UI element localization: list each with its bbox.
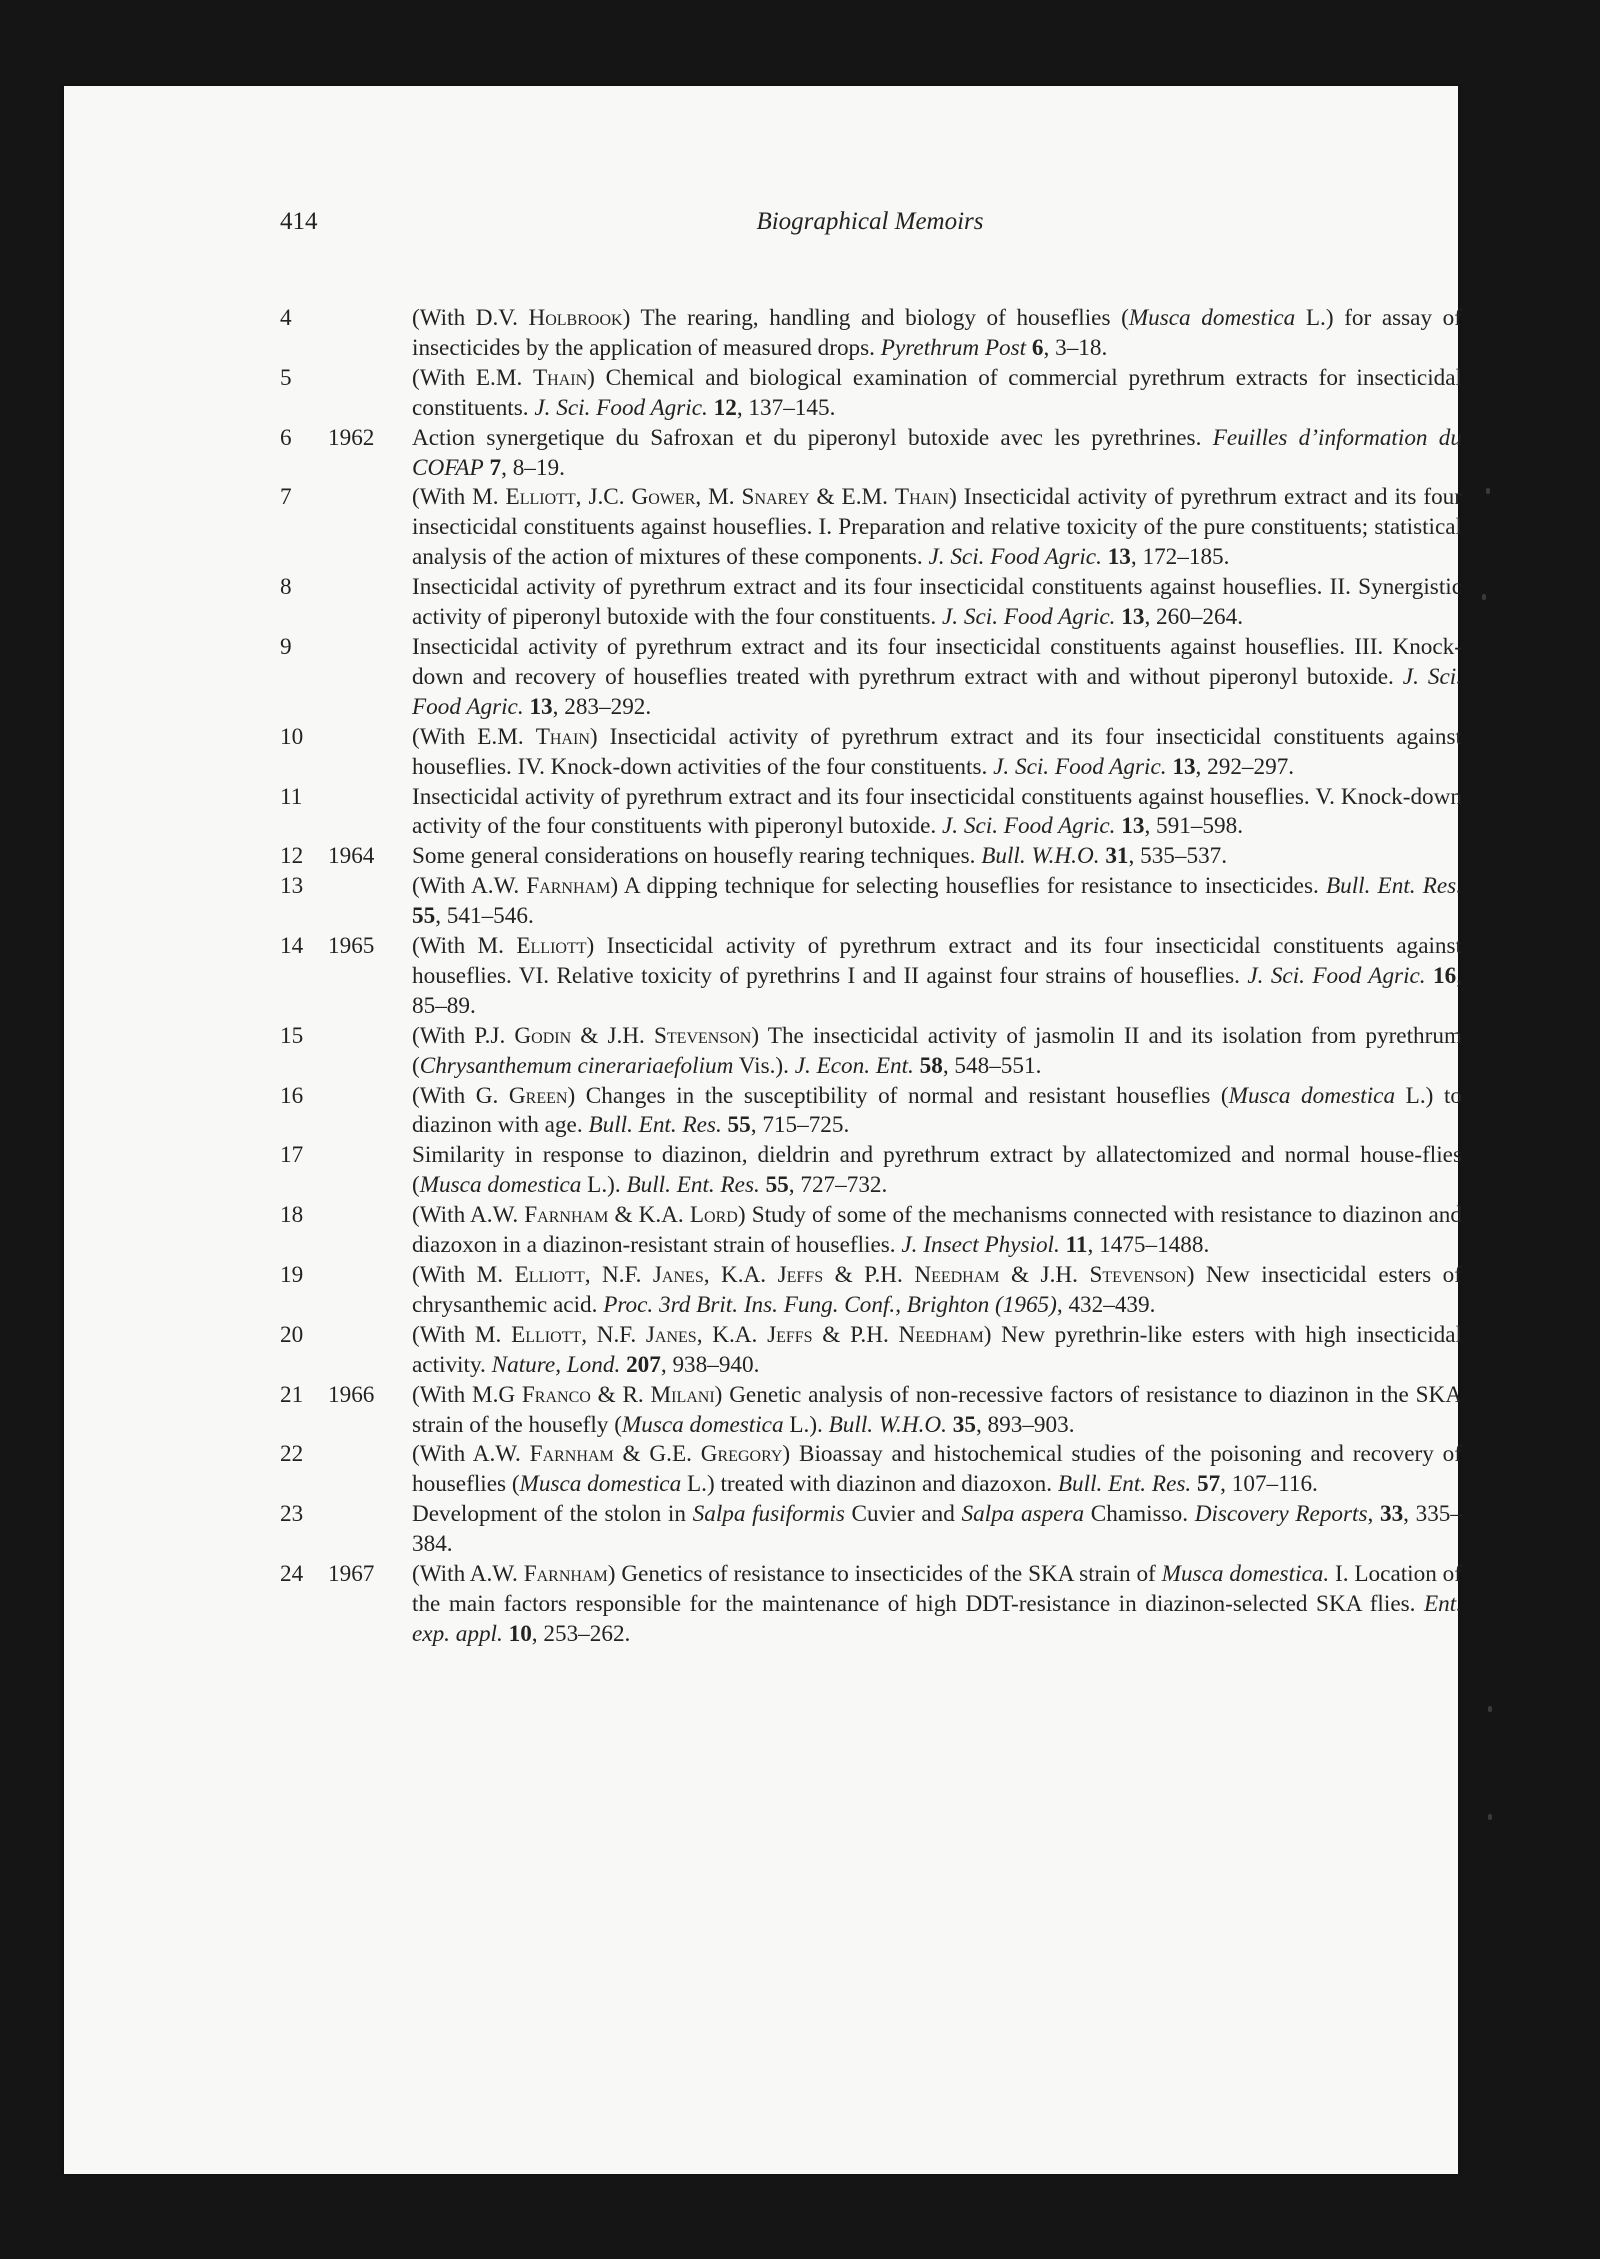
page-header — [280, 208, 1460, 244]
reference-year — [328, 1201, 412, 1261]
reference-year — [328, 364, 412, 424]
reference-segment: Janes — [645, 1321, 697, 1348]
reference-year: 1965 — [328, 933, 375, 960]
reference-segment: , — [1367, 1501, 1380, 1528]
reference-year — [328, 304, 412, 364]
reference-number: 7 — [280, 484, 292, 511]
reference-segment: 13 — [1172, 753, 1196, 780]
reference-segment: (With G. — [412, 1082, 509, 1109]
reference-segment: ) Genetics of resistance to insecticides of the SKA strain of — [607, 1561, 1162, 1588]
reference-text — [412, 1261, 1462, 1321]
reference-number: 24 — [280, 1561, 304, 1588]
reference-text — [412, 633, 1462, 723]
reference-text — [412, 1141, 1462, 1201]
reference-segment: , 591–598. — [1144, 813, 1243, 840]
reference-segment: Bull. W.H.O. — [981, 843, 1100, 870]
reference-segment: Gower — [631, 484, 696, 511]
reference-segment: & P.H. — [812, 1321, 899, 1348]
reference-text — [412, 1082, 1462, 1142]
reference-segment: , 727–732. — [788, 1172, 888, 1199]
reference-segment: Franco — [521, 1381, 591, 1408]
reference-segment: J. Sci. Food Agric. — [993, 753, 1167, 780]
reference-segment: 6 — [1031, 334, 1044, 361]
reference-entry — [280, 1381, 1462, 1441]
reference-segment: 16 — [1433, 962, 1457, 989]
reference-segment: Holbrook — [528, 305, 623, 331]
reference-segment: Musca domestica — [519, 1471, 682, 1498]
reference-entry — [280, 723, 1462, 783]
reference-number: 16 — [280, 1082, 304, 1109]
reference-segment: Development of the stolon in — [412, 1501, 693, 1528]
reference-year — [328, 1022, 412, 1082]
reference-segment: Godin — [514, 1022, 572, 1049]
reference-segment: Insecticidal activity of pyrethrum extract and its four insecticidal constituents against houseflies. III. Knock-down and recovery of houseflies treated with pyrethrum extract with and without piperonyl butoxide. — [412, 633, 1462, 690]
reference-text — [412, 304, 1462, 364]
reference-entry — [280, 364, 1462, 424]
reference-segment: Bull. Ent. Res. — [1325, 873, 1462, 900]
reference-segment: Proc. 3rd Brit. Ins. Fung. Conf., Brighton (1965) — [603, 1291, 1057, 1318]
reference-list — [280, 304, 1462, 1650]
margin-mark — [1488, 1814, 1492, 1820]
reference-segment: Thain — [533, 364, 588, 391]
reference-segment: (With E.M. — [412, 723, 536, 750]
reference-segment: J. Sci. Food Agric. — [928, 544, 1102, 571]
reference-entry — [280, 633, 1462, 723]
margin-mark — [1482, 594, 1486, 600]
reference-segment: Feuilles d’information du COFAP — [412, 424, 1462, 481]
reference-segment: ) The rearing, handling and biology of houseflies ( — [622, 305, 1129, 331]
reference-segment: (With A.W. — [412, 1202, 525, 1229]
reference-segment: Thain — [535, 723, 590, 750]
reference-segment: J. Sci. Food Agric. — [1247, 962, 1426, 989]
reference-text — [412, 1022, 1462, 1082]
reference-entry — [280, 842, 1462, 872]
reference-segment: & K.A. — [608, 1202, 690, 1229]
reference-number: 11 — [280, 783, 303, 810]
reference-segment: , 85–89. — [412, 962, 1462, 1019]
reference-segment: Chrysanthemum cinerariaefolium — [419, 1052, 734, 1079]
reference-segment: , 432–439. — [1056, 1291, 1156, 1318]
reference-text — [412, 1321, 1462, 1381]
reference-segment: , M. — [695, 484, 742, 511]
reference-segment: Musca domestica — [1228, 1082, 1396, 1109]
reference-text — [412, 1201, 1462, 1261]
reference-segment: , 335–384. — [412, 1501, 1462, 1558]
reference-segment: L.) for assay of insecticides by the application of measured drops. — [412, 305, 1462, 361]
reference-entry — [280, 1321, 1462, 1381]
reference-number: 6 — [280, 424, 292, 451]
reference-segment: , 938–940. — [660, 1351, 760, 1378]
reference-segment — [1426, 963, 1433, 989]
reference-entry — [280, 483, 1462, 573]
reference-text — [412, 364, 1462, 424]
reference-year — [328, 723, 412, 783]
reference-segment: Gregory — [700, 1441, 783, 1468]
reference-segment: Bull. Ent. Res. — [626, 1172, 760, 1199]
reference-segment: , 535–537. — [1128, 843, 1228, 870]
reference-segment: 207 — [626, 1351, 661, 1378]
reference-segment: L.) to diazinon with age. — [412, 1082, 1463, 1139]
reference-segment: Insecticidal activity of pyrethrum extract and its four insecticidal constituents against houseflies. II. Synergistic activity of piperonyl butoxide with the four constituents. — [412, 574, 1462, 631]
reference-entry — [280, 1560, 1462, 1650]
reference-segment: J. Econ. Ent. — [794, 1052, 914, 1079]
reference-segment: (With A.W. — [412, 873, 527, 900]
reference-segment: ) A dipping technique for selecting houseflies for resistance to insecticides. — [610, 873, 1326, 900]
reference-segment: (With M. — [412, 933, 517, 960]
reference-entry — [280, 932, 1462, 1022]
reference-year — [328, 783, 412, 843]
reference-segment: (With M.G — [412, 1381, 522, 1408]
reference-segment: Musca domestica — [419, 1172, 582, 1199]
reference-segment: , 1475–1488. — [1087, 1232, 1210, 1259]
reference-segment: , 137–145. — [736, 394, 836, 421]
reference-segment: , N.F. — [584, 1262, 653, 1288]
reference-year — [328, 483, 412, 573]
running-title: Biographical Memoirs — [756, 208, 984, 235]
reference-segment: ) Bioassay and histochemical studies of the poisoning and recovery of houseflies ( — [412, 1441, 1462, 1498]
reference-entry — [280, 783, 1462, 843]
reference-segment: Jeffs — [767, 1321, 813, 1348]
reference-segment: 55 — [765, 1172, 789, 1199]
reference-segment: (With M. — [412, 1262, 515, 1288]
reference-segment: (With P.J. — [412, 1022, 515, 1049]
reference-segment: 31 — [1105, 843, 1129, 870]
reference-segment: Nature, Lond. — [491, 1351, 621, 1378]
reference-segment: , 172–185. — [1130, 544, 1230, 571]
reference-text — [412, 1440, 1462, 1500]
reference-segment: J. Sci. Food Agric. — [412, 663, 1462, 720]
reference-number: 9 — [280, 633, 292, 660]
reference-segment: Ent. exp. appl. — [412, 1590, 1462, 1647]
reference-number: 17 — [280, 1142, 304, 1169]
reference-segment: , 548–551. — [942, 1052, 1042, 1079]
reference-entry — [280, 872, 1462, 932]
reference-entry — [280, 1141, 1462, 1201]
reference-segment: 55 — [727, 1112, 751, 1139]
reference-segment: Snarey — [741, 484, 810, 511]
reference-year — [328, 872, 412, 932]
reference-segment: Salpa aspera — [961, 1501, 1085, 1528]
reference-segment: ) Study of some of the mechanisms connected with resistance to diazinon and diazoxon in a diazinon-resistant strain of houseflies. — [412, 1202, 1462, 1259]
reference-segment: Some general considerations on housefly rearing techniques. — [412, 843, 982, 870]
reference-segment: I. Location of the main factors responsible for the maintenance of high DDT-resistance in diazinon-selected SKA flies. — [412, 1561, 1462, 1617]
reference-segment: Lord — [689, 1202, 738, 1229]
reference-number: 19 — [280, 1262, 304, 1288]
reference-entry — [280, 424, 1462, 484]
reference-text — [412, 424, 1462, 484]
reference-segment: J. Sci. Food Agric. — [942, 604, 1116, 631]
reference-segment: Insecticidal activity of pyrethrum extract and its four insecticidal constituents against houseflies. V. Knock-down activity of the four constituents with piperonyl butoxide. — [412, 783, 1462, 840]
reference-segment: 13 — [529, 693, 553, 720]
reference-segment: Jeffs — [777, 1262, 824, 1288]
reference-segment: Vis.). — [733, 1052, 795, 1079]
reference-text — [412, 573, 1462, 633]
reference-segment: Bull. W.H.O. — [828, 1411, 947, 1438]
reference-segment: Stevenson — [1089, 1262, 1187, 1288]
reference-number: 20 — [280, 1321, 304, 1348]
reference-year: 1966 — [328, 1381, 375, 1408]
reference-segment: Farnham — [529, 1441, 614, 1468]
reference-text — [412, 872, 1462, 932]
reference-segment: (With A.W. — [412, 1561, 524, 1588]
reference-segment: , 292–297. — [1195, 753, 1295, 780]
reference-segment: Bull. Ent. Res. — [1057, 1471, 1192, 1498]
reference-segment: 58 — [919, 1052, 943, 1079]
reference-segment: Bull. Ent. Res. — [588, 1112, 722, 1139]
reference-text — [412, 723, 1462, 783]
reference-segment: , 3–18. — [1043, 334, 1108, 361]
reference-entry — [280, 304, 1462, 364]
reference-segment: 10 — [508, 1620, 532, 1647]
reference-text — [412, 1381, 1462, 1441]
reference-segment: Musca domestica. — [1161, 1561, 1330, 1588]
page-number: 414 — [280, 208, 318, 235]
reference-year — [328, 573, 412, 633]
reference-segment: (With E.M. — [412, 364, 534, 391]
reference-segment: Elliott — [511, 1321, 582, 1348]
reference-segment: & R. — [590, 1381, 651, 1408]
reference-year — [328, 1141, 412, 1201]
reference-text — [412, 1500, 1462, 1560]
reference-segment: L.). — [783, 1411, 829, 1438]
reference-segment: (With M. — [412, 484, 506, 511]
reference-number: 4 — [280, 305, 292, 331]
reference-segment: , 260–264. — [1144, 604, 1243, 631]
reference-entry — [280, 1261, 1462, 1321]
reference-segment: (With M. — [412, 1321, 512, 1348]
reference-segment: Chamisso. — [1084, 1501, 1195, 1528]
reference-number: 12 — [280, 843, 304, 870]
reference-segment: (With D.V. — [412, 305, 529, 331]
reference-segment: ) Insecticidal activity of pyrethrum extract and its four insecticidal constituents against houseflies. IV. Knock-down activities of the four constituents. — [412, 723, 1462, 780]
reference-segment: Action synergetique du Safroxan et du piperonyl butoxide avec les pyrethrines. — [412, 424, 1213, 451]
reference-segment: & G.E. — [613, 1441, 701, 1468]
reference-segment: , K.A. — [696, 1321, 768, 1348]
reference-segment: Musca domestica — [1128, 305, 1296, 331]
reference-segment: , K.A. — [703, 1262, 778, 1288]
reference-number: 8 — [280, 574, 292, 601]
reference-segment: Needham — [898, 1321, 984, 1348]
reference-entry — [280, 1500, 1462, 1560]
reference-entry — [280, 1022, 1462, 1082]
reference-segment: ) Genetic analysis of non-recessive factors of resistance to diazinon in the SKA strain of the housefly ( — [412, 1381, 1462, 1438]
reference-entry — [280, 1201, 1462, 1261]
reference-segment: ) Changes in the susceptibility of normal and resistant houseflies ( — [567, 1082, 1229, 1109]
reference-segment: J. Sci. Food Agric. — [942, 813, 1116, 840]
reference-segment: Farnham — [524, 1202, 609, 1229]
reference-segment: Salpa fusiformis — [692, 1501, 845, 1528]
reference-segment: , 715–725. — [750, 1112, 850, 1139]
reference-segment: Thain — [894, 484, 950, 511]
reference-segment: L.). — [581, 1172, 627, 1199]
reference-segment: Stevenson — [654, 1022, 752, 1049]
reference-number: 21 — [280, 1381, 304, 1408]
reference-segment: Pyrethrum Post — [880, 334, 1027, 361]
reference-segment: Milani — [650, 1381, 715, 1408]
reference-text — [412, 783, 1462, 843]
reference-text — [412, 842, 1462, 872]
reference-segment: Elliott — [514, 1262, 585, 1288]
reference-number: 5 — [280, 364, 292, 391]
reference-segment: , 893–903. — [975, 1411, 1075, 1438]
reference-segment: , J.C. — [575, 484, 632, 511]
reference-segment: 12 — [713, 394, 737, 421]
reference-year: 1964 — [328, 843, 375, 870]
margin-mark — [1486, 488, 1490, 494]
reference-segment: & J.H. — [999, 1262, 1090, 1288]
reference-segment: ) Insecticidal activity of pyrethrum extract and its four insecticidal constituents against houseflies. I. Preparation and relative toxicity of the pure constituents; statistical analysis of the action of mixtures of these components. — [412, 484, 1462, 571]
reference-segment: 57 — [1196, 1471, 1221, 1498]
reference-number: 10 — [280, 723, 304, 750]
reference-segment: , 253–262. — [531, 1620, 631, 1647]
reference-segment: Similarity in response to diazinon, dieldrin and pyrethrum extract by allatectomized and normal house-flies ( — [412, 1142, 1462, 1199]
reference-segment: 33 — [1379, 1501, 1404, 1528]
reference-segment: 13 — [1121, 604, 1145, 631]
reference-number: 22 — [280, 1441, 304, 1468]
document-page — [64, 86, 1463, 2174]
reference-segment: ) New insecticidal esters of chrysanthemic acid. — [412, 1262, 1462, 1318]
reference-segment: , 8–19. — [501, 454, 565, 481]
reference-segment: , 541–546. — [435, 903, 534, 930]
reference-entry — [280, 573, 1462, 633]
reference-segment: , N.F. — [581, 1321, 646, 1348]
reference-segment: 13 — [1121, 813, 1145, 840]
reference-entry — [280, 1082, 1462, 1142]
reference-segment: 11 — [1065, 1232, 1088, 1259]
reference-segment: Elliott — [505, 484, 576, 511]
reference-segment: 55 — [412, 903, 436, 930]
margin-mark — [1488, 1706, 1492, 1712]
reference-number: 13 — [280, 873, 304, 900]
reference-segment: (With A.W. — [412, 1441, 530, 1468]
reference-year — [328, 1321, 412, 1381]
reference-number: 14 — [280, 933, 304, 960]
reference-segment: Janes — [652, 1262, 704, 1288]
reference-year — [328, 1440, 412, 1500]
reference-segment: Musca domestica — [621, 1411, 784, 1438]
reference-segment: ) New pyrethrin-like esters with high insecticidal activity. — [412, 1321, 1462, 1378]
reference-text — [412, 932, 1462, 1022]
reference-segment: ) Insecticidal activity of pyrethrum extract and its four insecticidal constituents against houseflies. VI. Relative toxicity of pyrethrins I and II against four strains of houseflies. — [412, 933, 1462, 989]
reference-segment: Cuvier and — [844, 1501, 962, 1528]
reference-year — [328, 1261, 412, 1321]
reference-segment: Farnham — [523, 1561, 608, 1588]
reference-text — [412, 1560, 1462, 1650]
reference-entry — [280, 1440, 1462, 1500]
reference-segment: Farnham — [526, 873, 611, 900]
reference-segment: J. Insect Physiol. — [901, 1232, 1060, 1259]
reference-number: 23 — [280, 1501, 304, 1528]
reference-segment: , 283–292. — [552, 693, 652, 720]
reference-number: 15 — [280, 1022, 304, 1049]
reference-segment: J. Sci. Food Agric. — [534, 394, 708, 421]
reference-segment: L.) treated with diazinon and diazoxon. — [681, 1471, 1058, 1498]
reference-segment: Discovery Reports — [1194, 1501, 1368, 1528]
reference-segment: 7 — [489, 454, 502, 481]
reference-year — [328, 633, 412, 723]
reference-segment: Needham — [914, 1262, 1000, 1288]
reference-year — [328, 1500, 412, 1560]
reference-text — [412, 483, 1462, 573]
reference-segment: Elliott — [516, 933, 587, 960]
reference-segment: 13 — [1107, 544, 1131, 571]
reference-segment: & J.H. — [571, 1022, 654, 1049]
reference-segment: 35 — [952, 1411, 976, 1438]
reference-segment: ) The insecticidal activity of jasmolin II and its isolation from pyrethrum ( — [412, 1022, 1462, 1079]
reference-number: 18 — [280, 1202, 304, 1229]
reference-year: 1962 — [328, 424, 375, 451]
reference-segment: & P.H. — [823, 1262, 915, 1288]
reference-segment: Green — [508, 1082, 568, 1109]
reference-segment: , 107–116. — [1220, 1471, 1318, 1498]
reference-segment: & E.M. — [809, 484, 895, 511]
reference-year: 1967 — [328, 1561, 375, 1588]
reference-segment: ) Chemical and biological examination of commercial pyrethrum extracts for insecticidal constituents. — [412, 364, 1462, 421]
reference-year — [328, 1082, 412, 1142]
